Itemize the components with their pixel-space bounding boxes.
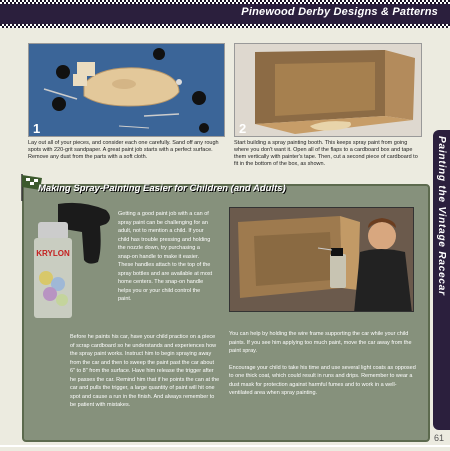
paragraph-group	[229, 330, 419, 398]
photo-caption: Lay out all of your pieces, and consider each one carefully. Sand off any rough spots with 220-grit sandpaper. A great paint job starts with a perfect surface. Remove any dust from the parts with a soft cloth.	[28, 140, 219, 160]
footer-rule	[0, 445, 450, 447]
spray-can-illustration	[28, 200, 118, 320]
paragraph: You can help by holding the wire frame supporting the car while your child paints. If you see him applying too much paint, move the car away from the paint spray.	[229, 331, 412, 354]
checkered-flag-stripe	[0, 0, 450, 4]
photo-car-parts	[28, 43, 225, 137]
page-number: 61	[433, 433, 444, 443]
photo-caption: Start building a spray painting booth. This keeps spray paint from going where you don't want it. Open all of the flaps to a cardboard box and tape them vertically with painter's tape. Then, cut a second piece of cardboard to fit in the bottom of the box, as shown.	[234, 140, 418, 167]
chapter-tab	[433, 130, 450, 430]
photo-child-spraying	[229, 207, 414, 312]
photo-paint-booth	[234, 43, 422, 137]
checkered-flag-stripe	[0, 24, 450, 28]
book-title: Pinewood Derby Designs & Patterns	[241, 6, 438, 18]
paragraph: Before he paints his car, have your child practice on a piece of scrap cardboard so he understands and experiences how the spray paint works. Instruct him to begin spraying away from the car and then to sweep the paint past the car about 6" to 8" from the surface. Have him release the trigger after he passes the car. Remind him that if he points the can at the car and pulls the trigger, a large quantity of paint will hit one spot and cause a run in the finish. And always remember to be patient with mistakes.	[70, 334, 220, 408]
car-parts-illustration	[29, 44, 225, 137]
spray-can-brand: KRYLON	[36, 249, 70, 258]
paragraph: Encourage your child to take his time and use several light coats as opposed to one thick coat, which could result in runs and drips. Remember to wear a dust mask for protection against harmful fumes and to work in a well-ventilated area when spray painting.	[229, 364, 416, 396]
section-title: Making Spray-Painting Easier for Children (and Adults)	[38, 183, 286, 194]
photo-number: 2	[239, 121, 247, 136]
chapter-tab-label: Painting the Vintage Racecar	[436, 136, 447, 296]
page-header	[0, 0, 450, 28]
child-spraying-illustration	[230, 208, 414, 312]
paragraph: Getting a good paint job with a can of spray paint can be challenging for an adult, not to mention a child. If your child has trouble pressing and holding the nozzle down, try purchasing a snap-on handle to make it easier. These handles attach to the top of the spray bottles and are available at most home centers. The snap-on handle helps you or your child control the paint.	[118, 211, 213, 302]
cardboard-box-illustration	[235, 44, 422, 137]
photo-number: 1	[33, 121, 41, 136]
